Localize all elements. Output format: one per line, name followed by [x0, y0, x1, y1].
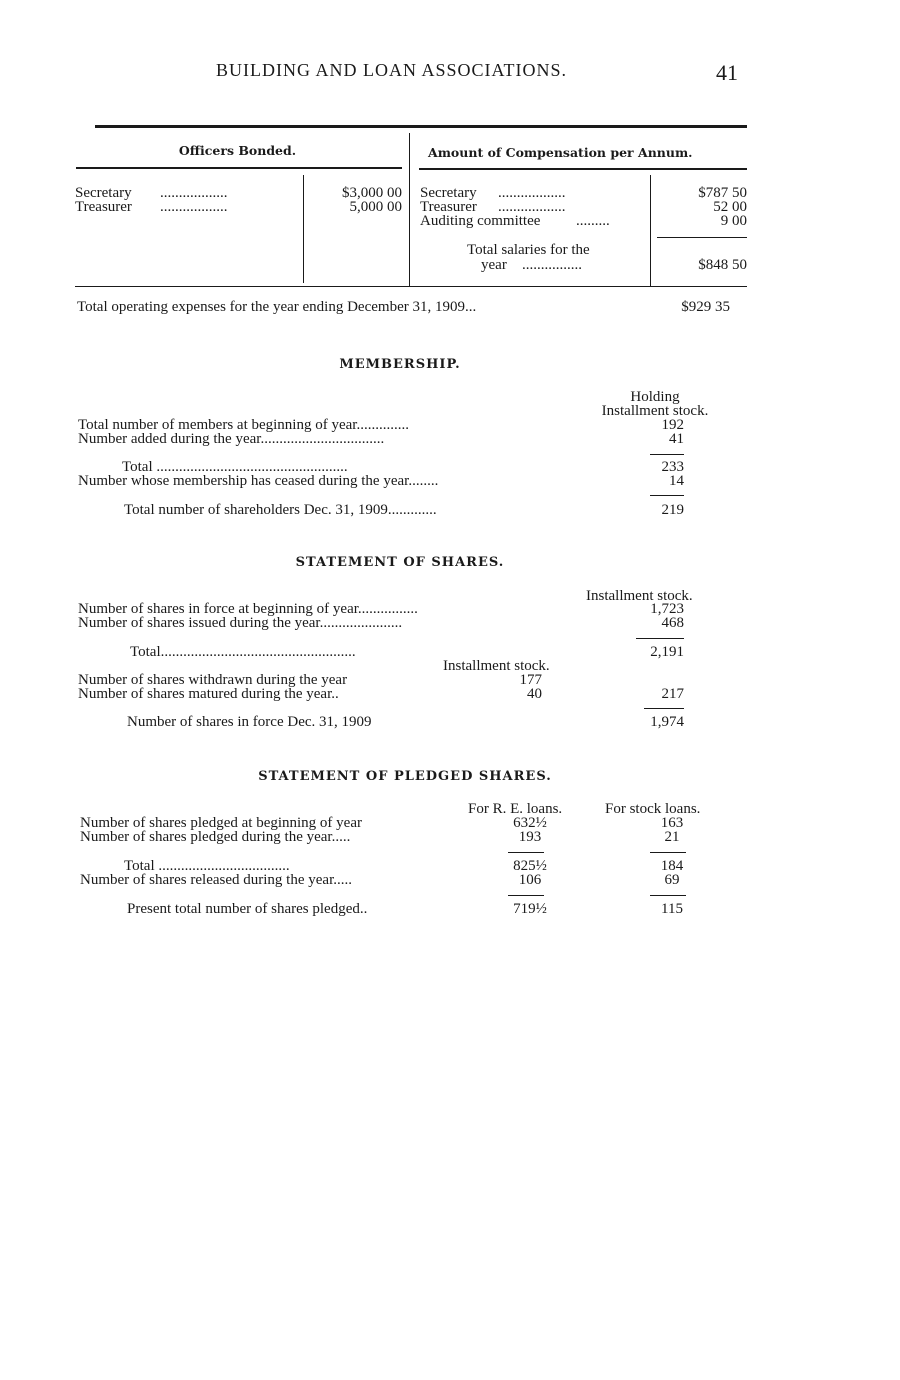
table-row-value: 1,974 — [650, 714, 684, 730]
table-row-label: Number of shares released during the year..... — [80, 872, 352, 888]
table-row-value-stock: 163 — [660, 815, 684, 831]
table-row-value: 1,723 — [650, 601, 684, 617]
table-row-value-re: 825½ — [513, 858, 547, 874]
table-row-label: Total ................................................... — [122, 460, 348, 475]
table-row-label: Number whose membership has ceased during the year........ — [78, 474, 439, 489]
table-row-value: 233 — [661, 459, 684, 475]
table-row-value: 2,191 — [650, 644, 684, 660]
compensation-row-amount: 52 00 — [713, 199, 747, 215]
pledged-column-head: For stock loans. — [605, 801, 701, 817]
table-row-value-stock: 21 — [664, 829, 680, 845]
compensation-row-amount: $787 50 — [698, 185, 747, 201]
table-row-label: Number of shares in force Dec. 31, 1909 — [127, 714, 372, 730]
compensation-total-label-cont: year — [481, 257, 507, 273]
sum-rule — [650, 454, 684, 455]
compensation-row-leader: .................. — [498, 186, 566, 201]
table-row-value: 192 — [661, 417, 684, 433]
table-row-value-stock: 184 — [660, 858, 684, 874]
table-row-value-re: 632½ — [513, 815, 547, 831]
operating-expenses-label: Total operating expenses for the year ending December 31, 1909... — [77, 299, 477, 315]
table-row-subvalue: 40 — [527, 686, 542, 702]
table-row-value: 219 — [661, 502, 684, 518]
officer-row-amount: $3,000 00 — [342, 185, 402, 201]
compensation-row-label: Treasurer — [420, 199, 477, 215]
shares-column-head: Installment stock. — [586, 588, 693, 604]
officers-bonded-heading: Officers Bonded. — [178, 143, 297, 158]
table-row-label: Number of shares issued during the year...................... — [78, 616, 403, 631]
sum-rule — [508, 895, 544, 896]
sum-rule — [636, 638, 684, 639]
shares-sub-head: Installment stock. — [443, 658, 550, 674]
table-row-value: 468 — [661, 615, 684, 631]
table-center-divider — [409, 133, 410, 286]
table-row-label: Number added during the year................................. — [78, 432, 385, 447]
table-row-label: Total number of shareholders Dec. 31, 1909............. — [124, 503, 437, 518]
officer-row-label: Treasurer — [75, 199, 132, 215]
page-number: 41 — [716, 60, 738, 85]
table-row-value: 14 — [669, 473, 684, 489]
table-row-label: Present total number of shares pledged.. — [127, 901, 368, 917]
table-row-label: Total.................................................... — [130, 645, 356, 660]
table-row-value-re: 106 — [518, 872, 542, 888]
compensation-row-label: Auditing committee — [420, 213, 541, 229]
officer-row-amount: 5,000 00 — [349, 199, 402, 215]
table-row-subvalue: 177 — [519, 672, 542, 688]
compensation-heading-rule — [419, 168, 747, 170]
table-row-value-stock: 115 — [661, 901, 683, 917]
sum-rule — [650, 852, 686, 853]
pledged-column-head: For R. E. loans. — [468, 801, 563, 817]
officer-row-leader: .................. — [160, 200, 228, 215]
table-row-label: Total number of members at beginning of year.............. — [78, 418, 409, 433]
operating-expenses-amount: $929 35 — [681, 299, 730, 315]
table-row-value-re: 719½ — [513, 901, 547, 917]
table-row-value-re: 193 — [518, 829, 542, 845]
table-row-value-stock: 69 — [664, 872, 680, 888]
compensation-total-label: Total salaries for the — [467, 242, 590, 258]
table-row-label: Number of shares matured during the year.. — [78, 686, 339, 702]
compensation-row-leader: .................. — [498, 200, 566, 215]
table-row-label: Number of shares pledged at beginning of year — [80, 815, 362, 831]
compensation-total-rule — [657, 237, 747, 238]
officers-heading-rule — [76, 167, 402, 169]
table-top-rule — [95, 125, 747, 128]
sum-rule — [650, 895, 686, 896]
table-bottom-rule — [75, 286, 747, 287]
sum-rule — [644, 708, 684, 709]
running-title: BUILDING AND LOAN ASSOCIATIONS. — [216, 60, 568, 80]
compensation-row-amount: 9 00 — [720, 213, 747, 229]
sum-rule — [650, 495, 684, 496]
table-row-value: 41 — [669, 431, 684, 447]
membership-column-head: Installment stock. — [601, 403, 709, 419]
table-row-label: Total ................................... — [124, 858, 290, 874]
compensation-total-leader: ................ — [522, 258, 582, 273]
sum-rule — [508, 852, 544, 853]
table-row-value: 217 — [661, 686, 684, 702]
membership-title: MEMBERSHIP. — [339, 357, 461, 372]
officer-row-label: Secretary — [75, 185, 132, 201]
membership-column-head: Holding — [630, 389, 680, 405]
shares-title: STATEMENT OF SHARES. — [295, 555, 505, 570]
compensation-heading: Amount of Compensation per Annum. — [428, 145, 693, 160]
compensation-row-label: Secretary — [420, 185, 477, 201]
table-row-label: Number of shares withdrawn during the year — [78, 672, 348, 688]
compensation-row-leader: ......... — [576, 214, 610, 229]
table-row-label: Number of shares in force at beginning of year................ — [78, 602, 418, 617]
officer-row-leader: .................. — [160, 186, 228, 201]
compensation-total-amount: $848 50 — [698, 257, 747, 273]
table-row-label: Number of shares pledged during the year..... — [80, 829, 351, 845]
pledged-title: STATEMENT OF PLEDGED SHARES. — [258, 769, 552, 784]
